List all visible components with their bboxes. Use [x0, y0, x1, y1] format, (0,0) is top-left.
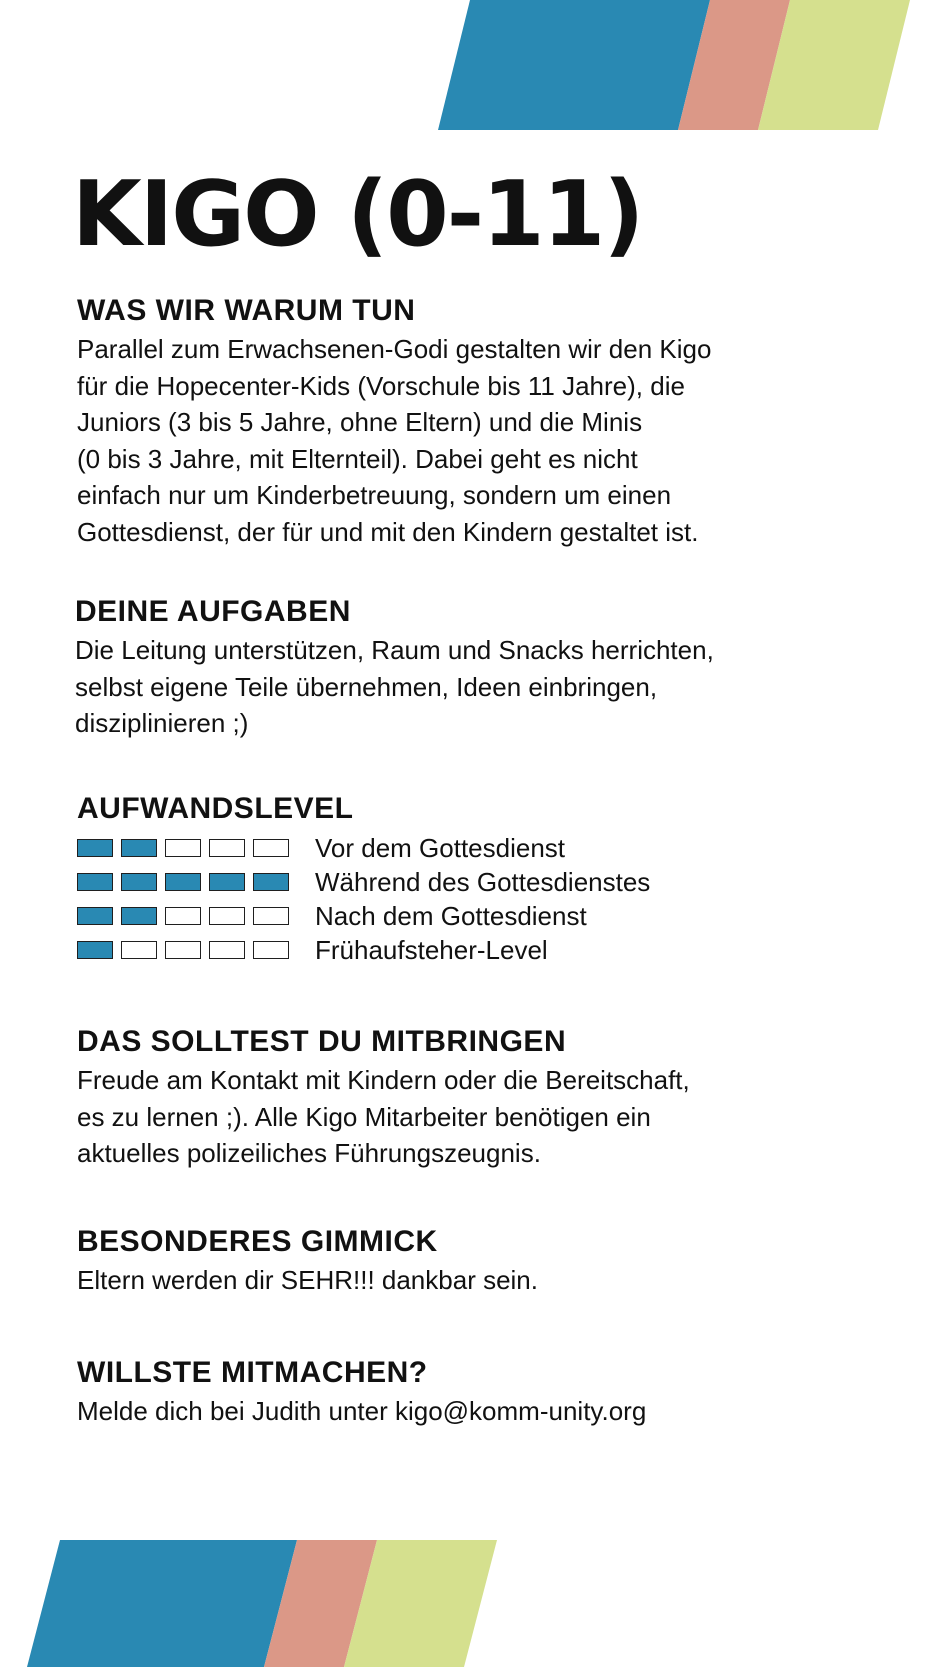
section-heading: WILLSTE MITMACHEN?: [77, 1356, 428, 1389]
level-box-filled: [165, 873, 201, 891]
level-box-empty: [253, 907, 289, 925]
level-label: Frühaufsteher-Level: [315, 935, 548, 965]
stripe-blue: [27, 1540, 297, 1667]
level-label: Nach dem Gottesdienst: [315, 901, 587, 931]
level-box-empty: [121, 941, 157, 959]
level-box-empty: [165, 941, 201, 959]
section-deine-aufgaben: [75, 594, 875, 742]
level-boxes: [77, 873, 315, 891]
level-box-filled: [121, 873, 157, 891]
section-text: Parallel zum Erwachsenen-Godi gestalten wir den Kigo für die Hopecenter-Kids (Vorschule bis 11 Jahre), die Juniors (3 bis 5 Jahre, ohne Eltern) und die Minis (0 bis 3 Jahre, mit Elternteil). Dabei geht es nicht einfach nur um Kinderbetreuung, sondern um einen Gottesdienst, der für und mit den Kindern gestaltet ist.: [77, 334, 712, 547]
level-box-filled: [77, 873, 113, 891]
contact-text: Melde dich bei Judith unter kigo@komm-unity.org: [77, 1396, 647, 1426]
bottom-color-stripes: [0, 1540, 938, 1667]
section-text: Eltern werden dir SEHR!!! dankbar sein.: [77, 1265, 538, 1295]
section-heading: DAS SOLLTEST DU MITBRINGEN: [77, 1025, 567, 1058]
level-box-filled: [253, 873, 289, 891]
section-was-wir-warum-tun: [77, 293, 877, 550]
level-row: [77, 865, 877, 899]
level-row: [77, 831, 877, 865]
stripe-salmon: [678, 0, 790, 130]
level-box-empty: [209, 839, 245, 857]
level-rows: [77, 831, 877, 967]
section-heading: WAS WIR WARUM TUN: [77, 294, 416, 327]
stripe-salmon: [264, 1540, 377, 1667]
level-row: [77, 933, 877, 967]
stripe-lime: [758, 0, 910, 130]
level-box-empty: [209, 941, 245, 959]
level-label: Vor dem Gottesdienst: [315, 833, 566, 863]
level-box-empty: [253, 941, 289, 959]
section-text: Die Leitung unterstützen, Raum und Snacks herrichten, selbst eigene Teile übernehmen, Ideen einbringen, disziplinieren ;): [75, 635, 714, 738]
section-text: Freude am Kontakt mit Kindern oder die Bereitschaft, es zu lernen ;). Alle Kigo Mitarbeiter benötigen ein aktuelles polizeiliches Führungszeugnis.: [77, 1065, 690, 1168]
level-box-filled: [77, 907, 113, 925]
section-heading: BESONDERES GIMMICK: [77, 1225, 438, 1258]
level-box-empty: [165, 839, 201, 857]
section-heading: DEINE AUFGABEN: [75, 595, 351, 628]
page-title: KIGO (0-11): [72, 162, 643, 267]
section-heading: AUFWANDSLEVEL: [77, 792, 354, 825]
level-box-filled: [121, 907, 157, 925]
level-box-empty: [209, 907, 245, 925]
level-row: [77, 899, 877, 933]
stripe-lime: [344, 1540, 497, 1667]
level-boxes: [77, 941, 315, 959]
section-besonderes-gimmick: [77, 1224, 877, 1299]
section-mitbringen: [77, 1024, 877, 1172]
level-box-filled: [209, 873, 245, 891]
level-box-filled: [77, 941, 113, 959]
level-box-empty: [253, 839, 289, 857]
section-willste-mitmachen: [77, 1355, 877, 1430]
level-box-filled: [77, 839, 113, 857]
level-label: Während des Gottesdienstes: [315, 867, 651, 897]
section-aufwandslevel: [77, 791, 877, 967]
level-boxes: [77, 839, 315, 857]
level-boxes: [77, 907, 315, 925]
stripe-blue: [438, 0, 710, 130]
level-box-filled: [121, 839, 157, 857]
top-color-stripes: [0, 0, 938, 130]
level-box-empty: [165, 907, 201, 925]
